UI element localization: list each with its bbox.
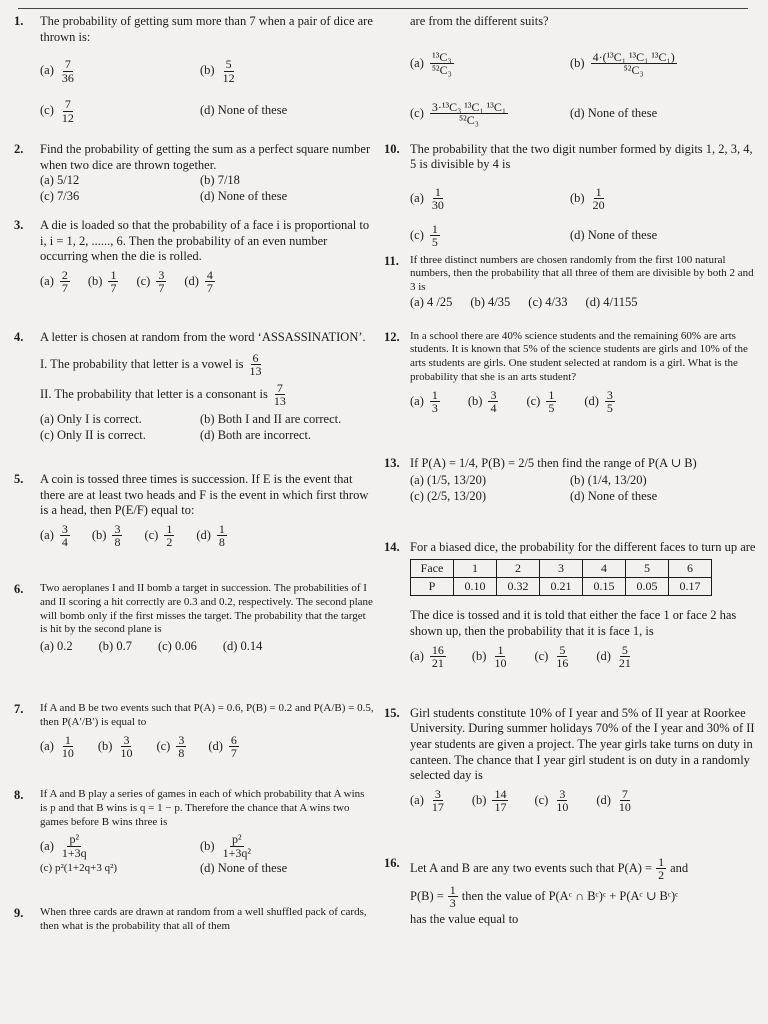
question-number: 7.	[14, 702, 24, 716]
question-text: If A and B be two events such that P(A) = 0.6, P(B) = 0.2 and P(A/B) = 0.5, then P(A′/B′) is equal to	[40, 702, 374, 728]
question-text: The probability of getting sum more than 7 when a pair of dice are thrown is:	[40, 14, 373, 44]
option-c: (c) 3·¹³C₃ ¹³C₁ ¹³C₁ ⁵²C₃	[410, 99, 507, 128]
option-b: (b) 14 17	[471, 786, 507, 815]
option-a: (a) 3 17	[410, 786, 444, 815]
option-a: (a) (1/5, 13/20)	[410, 473, 487, 488]
question-8	[14, 788, 374, 906]
option-c: (c) 0.06	[157, 639, 197, 653]
question-9-continued: are from the different suits?	[410, 14, 549, 28]
option-d: (d) None of these	[200, 188, 288, 203]
options-row	[40, 412, 374, 443]
option-b: (b) 1 10	[471, 642, 507, 671]
options-row	[40, 523, 374, 549]
question-2	[14, 142, 374, 218]
options-row	[40, 269, 374, 295]
option-b: (b) 7/18	[200, 173, 240, 188]
question-text: The probability that the two digit number formed by digits 1, 2, 3, 4, 5 is divisible by 4 is	[410, 141, 753, 172]
question-12	[384, 330, 756, 456]
question-6	[14, 582, 374, 702]
option-c: (c) 4/33	[528, 294, 568, 309]
options-row	[40, 639, 374, 655]
option-d: (d) None of these	[570, 228, 658, 243]
option-a: (a) p² 1+3q	[40, 832, 87, 860]
question-text: has the value equal to	[410, 912, 519, 926]
question-text: When three cards are drawn at random from a well shuffled pack of cards, then what is the probability that all of them	[40, 906, 367, 932]
question-text: The dice is tossed and it is told that either the face 1 or face 2 has shown up, then the probability that it is face 1, is	[410, 608, 737, 638]
option-a: (a) ¹³C₃ ⁵²C₃	[410, 49, 452, 78]
options-row	[410, 389, 756, 415]
option-b: (b) 3 4	[467, 387, 497, 416]
question-text: If A and B play a series of games in each of which probability that A wins is p and that B wins is q = 1 − p. Therefore the chance that A wins two games before B wins three is	[40, 788, 365, 828]
question-15	[384, 706, 756, 856]
option-a: (a) 2 7	[40, 267, 68, 296]
option-d: (d) 5 21	[596, 642, 631, 671]
question-number: 9.	[14, 906, 24, 920]
option-c: (c) 1 5	[526, 387, 555, 416]
right-column	[384, 14, 756, 928]
option-b: (b) p² 1+3q²	[200, 832, 251, 860]
question-3	[14, 218, 374, 330]
option-d: (d) None of these	[570, 488, 658, 503]
option-b: (b) Both I and II are correct.	[200, 412, 342, 426]
question-number: 14.	[384, 539, 400, 554]
question-7	[14, 702, 374, 788]
option-a: (a) 3 4	[40, 521, 68, 550]
question-number: 8.	[14, 788, 24, 802]
option-c: (c) Only II is correct.	[40, 427, 146, 442]
question-4	[14, 330, 374, 472]
option-d: (d) 3 5	[584, 387, 613, 416]
option-c: (c) 3 7	[136, 267, 165, 296]
question-number: 2.	[14, 142, 24, 156]
option-b: (b) 4·(¹³C₁ ¹³C₁ ¹³C₁) ⁵²C₃	[570, 49, 675, 78]
question-text: A die is loaded so that the probability of a face i is proportional to i, i = 1, 2, ......, 6. Then the probability of an even number occurring when the die is rolled.	[40, 218, 370, 264]
option-a: (a) 1 3	[410, 387, 438, 416]
option-a: (a) Only I is correct.	[40, 412, 142, 426]
option-d: (d) Both are incorrect.	[200, 427, 312, 442]
question-number: 10.	[384, 141, 400, 156]
question-number: 5.	[14, 472, 24, 486]
option-c: (c) 7 12	[40, 97, 74, 125]
options-row	[410, 644, 756, 670]
question-11	[384, 254, 756, 330]
question-text: For a biased dice, the probability for the different faces to turn up are	[410, 539, 756, 554]
question-text: P(B) = $\frac{1}{3}$ then the value of P(Aᶜ ∩ Bᶜ)ᶜ + P(Aᶜ ∪ Bᶜ)ᶜ	[410, 882, 679, 911]
option-d: (d) None of these	[200, 103, 288, 118]
question-number: 4.	[14, 330, 24, 344]
question-number: 11.	[384, 253, 399, 268]
option-b: (b) 5 12	[200, 57, 235, 85]
options-row	[40, 91, 374, 131]
question-text: Find the probability of getting the sum as a perfect square number when two dice are thrown together.	[40, 142, 371, 172]
question-text: If P(A) = 1/4, P(B) = 2/5 then find the range of P(A ∪ B)	[410, 455, 697, 470]
option-c: (c) 7/36	[40, 188, 80, 203]
question-number: 6.	[14, 582, 24, 596]
option-d: (d) 0.14	[222, 639, 263, 653]
option-d: (d) 4 7	[184, 267, 213, 296]
options-row	[40, 734, 374, 760]
question-number: 12.	[384, 329, 400, 344]
option-a: (a) 1 10	[40, 732, 74, 761]
option-d: (d) 7 10	[596, 786, 631, 815]
top-rule	[18, 8, 748, 9]
question-number: 16.	[384, 855, 400, 870]
option-d: (d) 4/1155	[585, 294, 638, 309]
question-9	[14, 906, 374, 934]
options-row	[40, 51, 374, 91]
option-c: (c) (2/5, 13/20)	[410, 488, 487, 503]
question-number: 13.	[384, 455, 400, 470]
statement-2: II. The probability that letter is a consonant is 7 13	[40, 380, 286, 409]
question-text: Let A and B are any two events such that P(A) = $\frac{1}{2}$ and	[410, 854, 689, 883]
option-c: (c) 3 8	[156, 732, 185, 761]
options-row	[410, 179, 756, 219]
option-a: (a) 0.2	[40, 639, 73, 653]
option-d: (d) 1 8	[196, 521, 225, 550]
options-row	[40, 833, 374, 859]
options-row	[410, 38, 756, 90]
question-text: In a school there are 40% science students and the remaining 60% are arts students. It is known that 5% of the science students are girls and 10% of the arts students are girls. One student selected at random is a girl. What is the probability that she is an arts student?	[410, 329, 748, 383]
table-row: Face 1 2 3 4 5 6	[411, 560, 712, 578]
option-a: (a) 16 21	[410, 642, 444, 671]
question-text: A coin is tossed three times is succession. If E is the event that there are at least two heads and F is the event in which first throw is a head, then P(E/F) equal to:	[40, 472, 369, 518]
options-row	[410, 788, 756, 814]
question-14	[384, 540, 756, 706]
options-row	[40, 861, 374, 877]
option-c: (c) p²(1+2q+3 q²)	[40, 862, 118, 875]
option-b: (b) 3 10	[97, 732, 133, 761]
option-b: (b) 4/35	[470, 294, 511, 309]
question-1	[14, 14, 374, 132]
option-b: (b) 0.7	[98, 639, 132, 653]
left-column	[14, 14, 374, 934]
question-number: 3.	[14, 218, 24, 232]
question-text: Girl students constitute 10% of I year and 5% of II year at Roorkee University. During summer holidays 70% of the I year and 30% of II year students are given a project. The year girls take turns on duty in canteen. The chance that I year girl student is on duty in a randomly selected day is	[410, 705, 755, 783]
question-text: If three distinct numbers are chosen randomly from the first 100 natural numbers, then the probability that all three of them are divisible by both 2 and 3 is	[410, 253, 754, 294]
option-b: (b) 1 7	[87, 267, 117, 296]
options-row	[410, 90, 756, 138]
question-13	[384, 456, 756, 540]
table-row: P 0.10 0.32 0.21 0.15 0.05 0.17	[411, 578, 712, 596]
options-row	[410, 219, 756, 253]
options-row	[40, 173, 374, 204]
option-a: (a) 7 36	[40, 57, 74, 85]
option-d: (d) None of these	[570, 105, 658, 120]
options-row	[410, 295, 756, 311]
question-16	[384, 856, 756, 928]
statement-1: I. The probability that letter is a vowel is 6 13	[40, 350, 262, 379]
option-c: (c) 1 2	[144, 521, 173, 550]
option-a: (a) 5/12	[40, 173, 80, 188]
option-c: (c) 5 16	[534, 642, 569, 671]
probability-table	[410, 559, 712, 596]
option-d: (d) 6 7	[208, 732, 237, 761]
option-d: (d) None of these	[200, 861, 288, 876]
option-b: (b) 3 8	[91, 521, 121, 550]
options-row	[410, 473, 756, 504]
option-b: (b) 1 20	[570, 184, 605, 213]
question-text: A letter is chosen at random from the word ‘ASSASSINATION’.	[40, 330, 366, 344]
question-5	[14, 472, 374, 582]
question-text: Two aeroplanes I and II bomb a target in succession. The probabilities of I and II scoring a hit correctly are 0.3 and 0.2, respectively. The second plane will bomb only if the first misses the target. The probability that the target is hit by the second plane is	[40, 582, 373, 636]
option-b: (b) (1/4, 13/20)	[570, 473, 647, 488]
option-c: (c) 3 10	[534, 786, 569, 815]
option-c: (c) 1 5	[410, 221, 438, 250]
question-number: 1.	[14, 14, 24, 28]
option-a: (a) 1 30	[410, 184, 444, 213]
question-number: 15.	[384, 705, 400, 720]
question-10	[384, 142, 756, 254]
option-a: (a) 4 /25	[410, 294, 453, 309]
